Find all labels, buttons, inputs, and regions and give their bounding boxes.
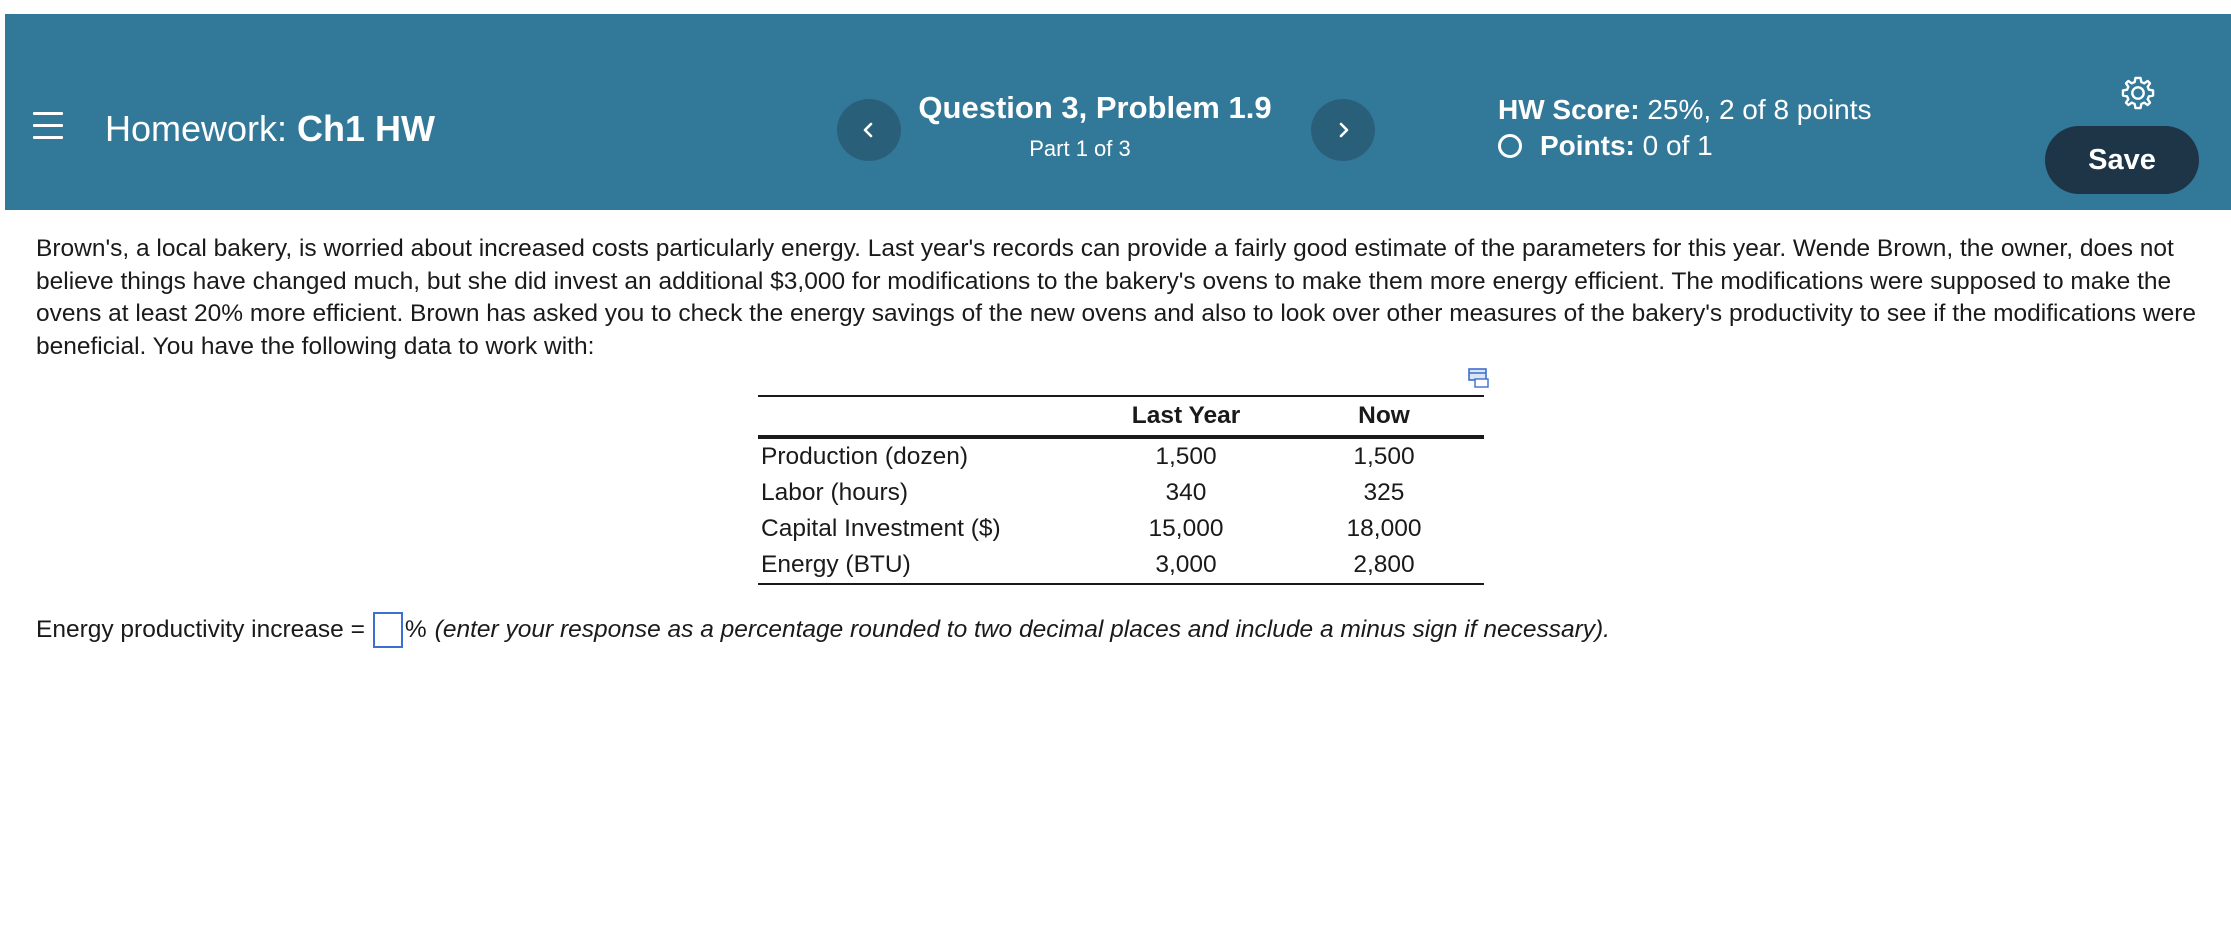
hw-score-value: 25%, 2 of 8 points (1647, 94, 1872, 125)
homework-title-name: Ch1 HW (297, 108, 436, 149)
row-last-year: 3,000 (1155, 551, 1217, 578)
points (1498, 130, 1872, 162)
points-label: Points: (1540, 130, 1635, 161)
table-header-row (758, 396, 1484, 437)
expand-table-icon[interactable] (1467, 367, 1491, 389)
homework-title-prefix: Homework: (105, 108, 288, 149)
hw-score (1498, 94, 1872, 126)
answer-unit: % (404, 616, 427, 643)
row-last-year: 1,500 (1155, 443, 1217, 470)
chevron-left-icon (859, 120, 879, 140)
table-header-empty (758, 396, 1088, 437)
answer-label: Energy productivity increase = (36, 616, 365, 643)
table-header-now: Now (1358, 402, 1410, 429)
table-row (758, 437, 1484, 475)
next-question-button[interactable] (1311, 99, 1375, 161)
row-now: 325 (1363, 479, 1405, 506)
row-label: Capital Investment ($) (761, 515, 1001, 542)
row-now: 2,800 (1353, 551, 1415, 578)
row-last-year: 15,000 (1148, 515, 1224, 542)
answer-input[interactable] (373, 612, 403, 648)
question-part: Part 1 of 3 (1029, 136, 1131, 161)
points-value: 0 of 1 (1642, 130, 1713, 161)
points-status-icon (1498, 134, 1522, 158)
question-info (905, 90, 1285, 162)
row-label: Production (dozen) (761, 443, 969, 470)
row-last-year: 340 (1165, 479, 1207, 506)
row-label: Labor (hours) (761, 479, 909, 506)
row-now: 1,500 (1353, 443, 1415, 470)
row-now: 18,000 (1346, 515, 1422, 542)
table-row (758, 547, 1484, 584)
answer-line (36, 612, 1610, 648)
problem-statement: Brown's, a local bakery, is worried about increased costs particularly energy. Last year's records can provide a fairly good estimate of the parameters for this year. Wende Brown, the owner, does not believe things have changed much, but she did invest an additional $3,000 for modifications to the bakery's ovens to make them more energy efficient. The modifications were supposed to make the ovens at least 20% more efficient. Brown has asked you to check the energy savings of the new ovens and also to look over other measures of the bakery's productivity to see if the modifications were beneficial. You have the following data to work with: (36, 235, 2197, 360)
header-bar (5, 14, 2231, 210)
data-table (758, 395, 1484, 585)
table-header-last-year: Last Year (1131, 402, 1241, 429)
hamburger-menu-icon[interactable] (33, 112, 65, 140)
question-title: Question 3, Problem 1.9 (918, 90, 1272, 125)
save-button[interactable]: Save (2045, 126, 2199, 194)
table-row (758, 475, 1484, 511)
score-block (1498, 94, 1872, 162)
hw-score-label: HW Score: (1498, 94, 1640, 125)
answer-instruction: (enter your response as a percentage rounded to two decimal places and include a minus sign if necessary). (434, 616, 1610, 643)
table-row (758, 511, 1484, 547)
homework-title (105, 108, 435, 150)
chevron-right-icon (1333, 120, 1353, 140)
gear-icon[interactable] (2119, 74, 2157, 112)
previous-question-button[interactable] (837, 99, 901, 161)
row-label: Energy (BTU) (761, 551, 911, 578)
